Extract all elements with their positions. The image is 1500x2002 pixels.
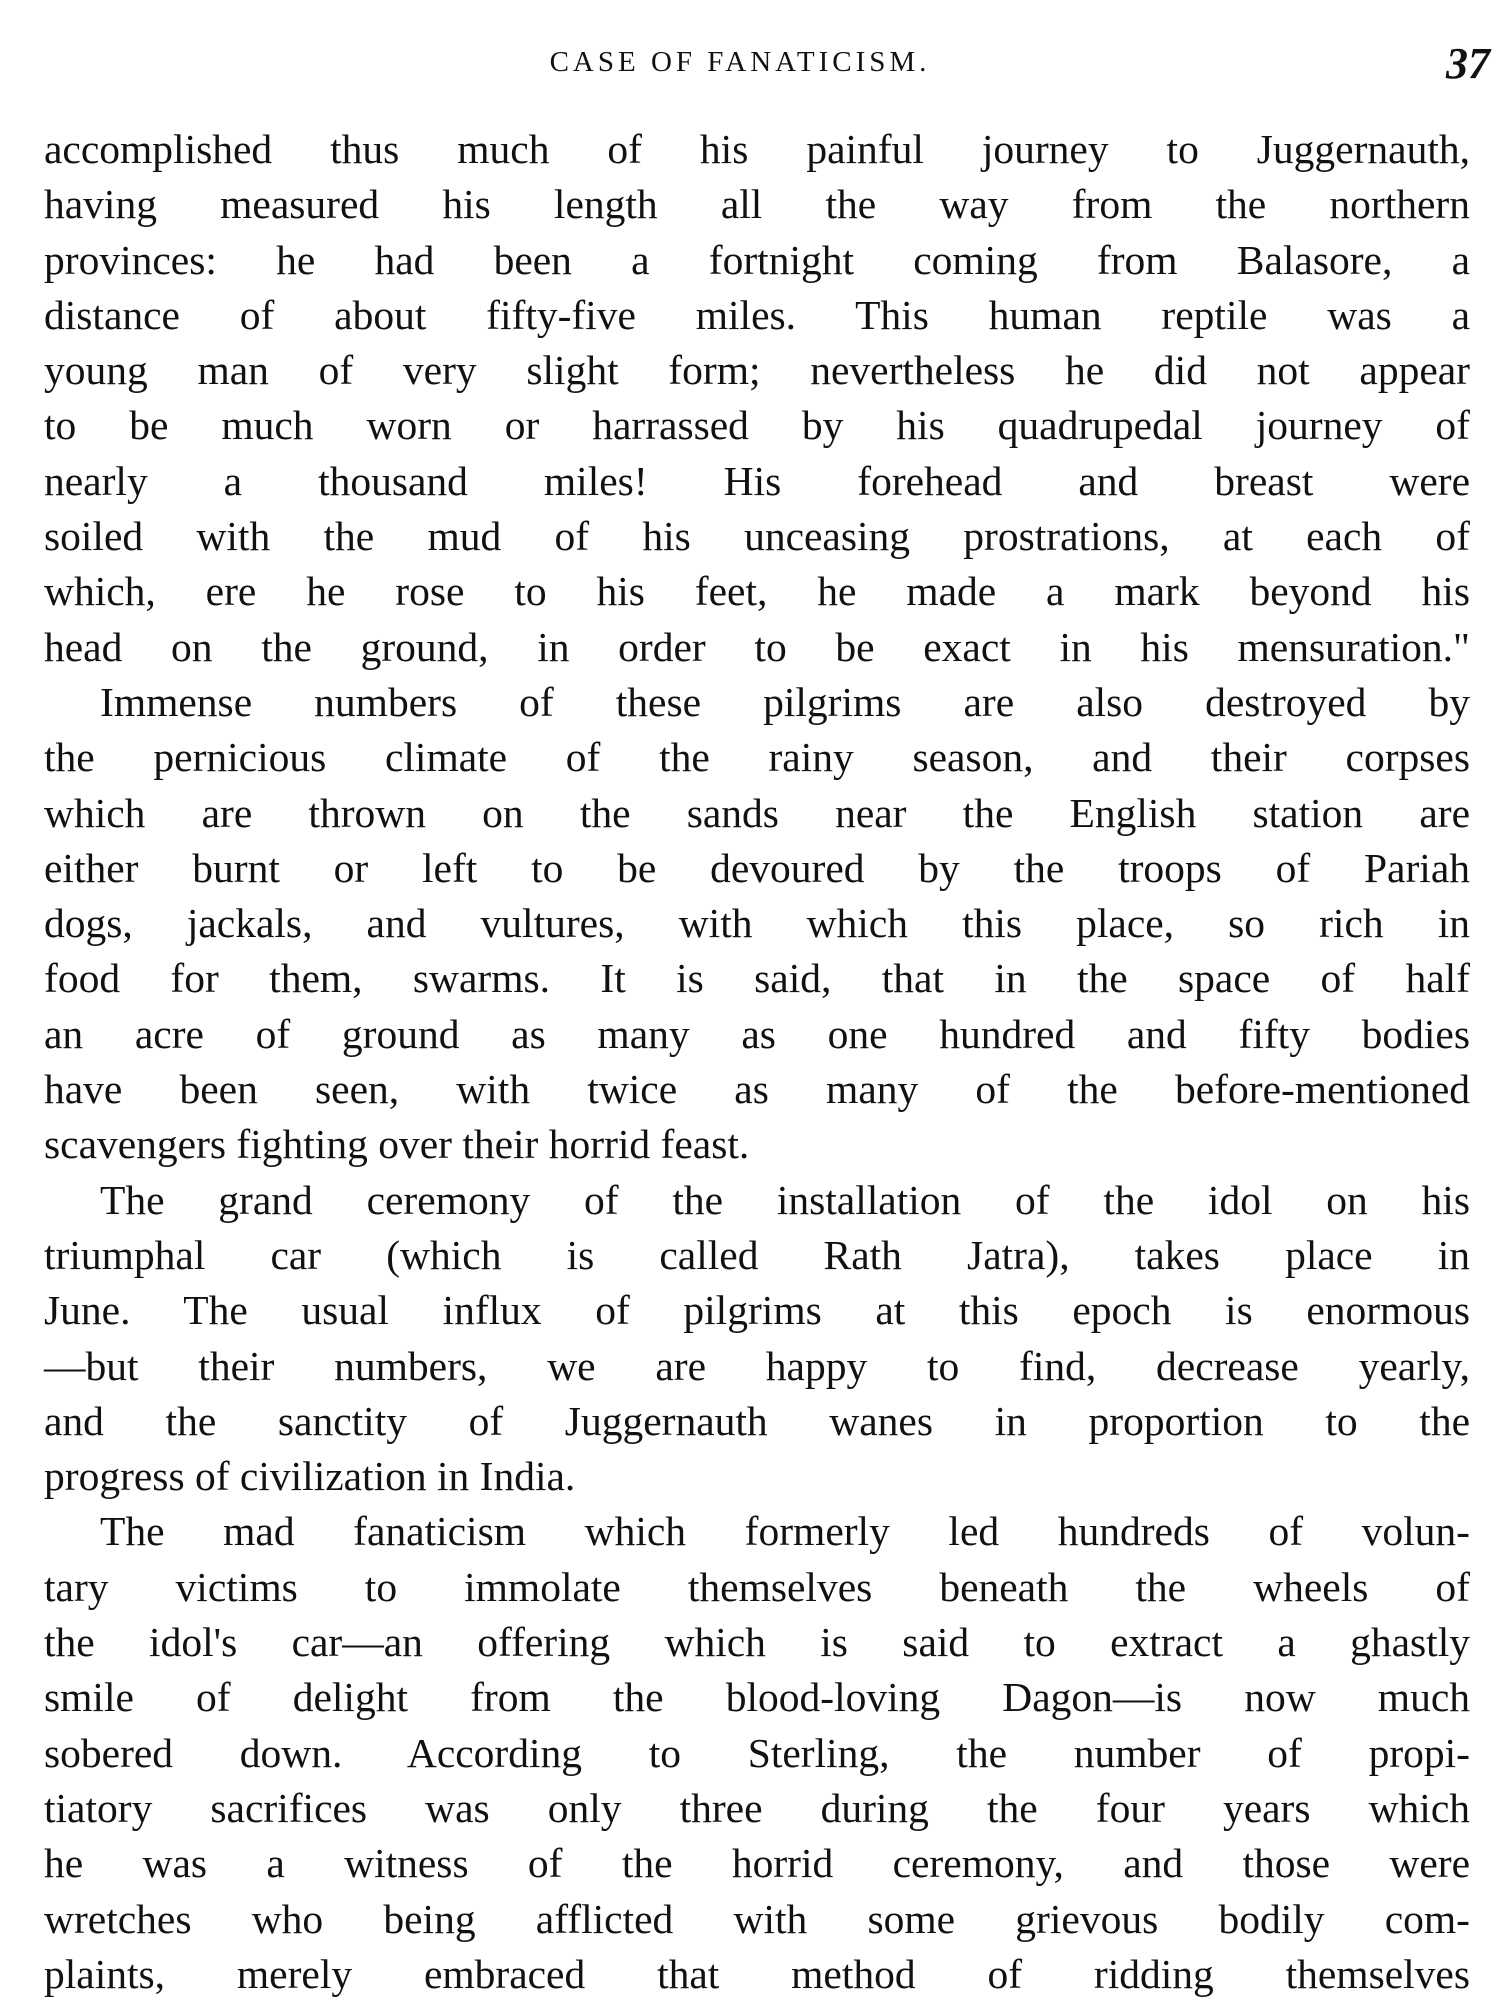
text-line: Immense numbers of these pilgrims are also destroyed by [100, 678, 1470, 725]
body-text [44, 122, 1470, 2002]
page-number: 37 [1446, 39, 1490, 88]
text-line: —but their numbers, we are happy to find, decrease yearly, [44, 1342, 1470, 1389]
text-line: nearly a thousand miles! His forehead and breast were [44, 457, 1470, 504]
text-line: an acre of ground as many as one hundred and fifty bodies [44, 1010, 1470, 1057]
text-line: have been seen, with twice as many of the before-mentioned [44, 1066, 1470, 1113]
text-line: dogs, jackals, and vultures, with which this place, so rich in [44, 900, 1470, 947]
text-line: which are thrown on the sands near the English station are [44, 789, 1470, 836]
text-line: progress of civilization in India. [44, 1453, 576, 1500]
running-head [0, 38, 1500, 98]
paragraph-3 [44, 1173, 1470, 1505]
text-line: distance of about fifty-five miles. This human reptile was a [44, 291, 1470, 338]
text-line: sobered down. According to Sterling, the number of propi- [44, 1729, 1470, 1776]
text-line: head on the ground, in order to be exact in his mensuration." [44, 623, 1470, 670]
text-line: either burnt or left to be devoured by the troops of Pariah [44, 844, 1470, 891]
text-line: wretches who being afflicted with some grievous bodily com- [44, 1895, 1470, 1942]
paragraph-4 [44, 1504, 1470, 2002]
paragraph-2 [44, 675, 1470, 1173]
text-line: to be much worn or harrassed by his quadrupedal journey of [44, 402, 1470, 449]
text-line: he was a witness of the horrid ceremony, and those were [44, 1840, 1470, 1887]
text-line: June. The usual influx of pilgrims at this epoch is enormous [44, 1287, 1470, 1334]
text-line: smile of delight from the blood-loving Dagon—is now much [44, 1674, 1470, 1721]
text-line: provinces: he had been a fortnight coming from Balasore, a [44, 236, 1470, 283]
text-line: tiatory sacrifices was only three during the four years which [44, 1784, 1470, 1831]
running-title: CASE OF FANATICISM. [549, 46, 931, 78]
text-line: the idol's car—an offering which is said to extract a ghastly [44, 1619, 1470, 1666]
paragraph-1 [44, 122, 1470, 675]
text-line: tary victims to immolate themselves beneath the wheels of [44, 1563, 1470, 1610]
text-line: and the sanctity of Juggernauth wanes in proportion to the [44, 1397, 1470, 1444]
text-line: accomplished thus much of his painful journey to Juggernauth, [44, 126, 1470, 172]
text-line: The grand ceremony of the installation of the idol on his [100, 1176, 1470, 1223]
text-line: scavengers fighting over their horrid feast. [44, 1121, 750, 1168]
text-line: soiled with the mud of his unceasing prostrations, at each of [44, 513, 1470, 560]
text-line: which, ere he rose to his feet, he made a mark beyond his [44, 568, 1470, 615]
text-line: The mad fanaticism which formerly led hundreds of volun- [100, 1508, 1470, 1555]
text-line: triumphal car (which is called Rath Jatra), takes place in [44, 1231, 1470, 1278]
text-line: having measured his length all the way from the northern [44, 181, 1470, 228]
text-line: plaints, merely embraced that method of ridding themselves [44, 1950, 1470, 1997]
text-line: the pernicious climate of the rainy season, and their corpses [44, 734, 1470, 781]
text-line: food for them, swarms. It is said, that in the space of half [44, 955, 1470, 1002]
text-line: young man of very slight form; nevertheless he did not appear [44, 347, 1470, 394]
